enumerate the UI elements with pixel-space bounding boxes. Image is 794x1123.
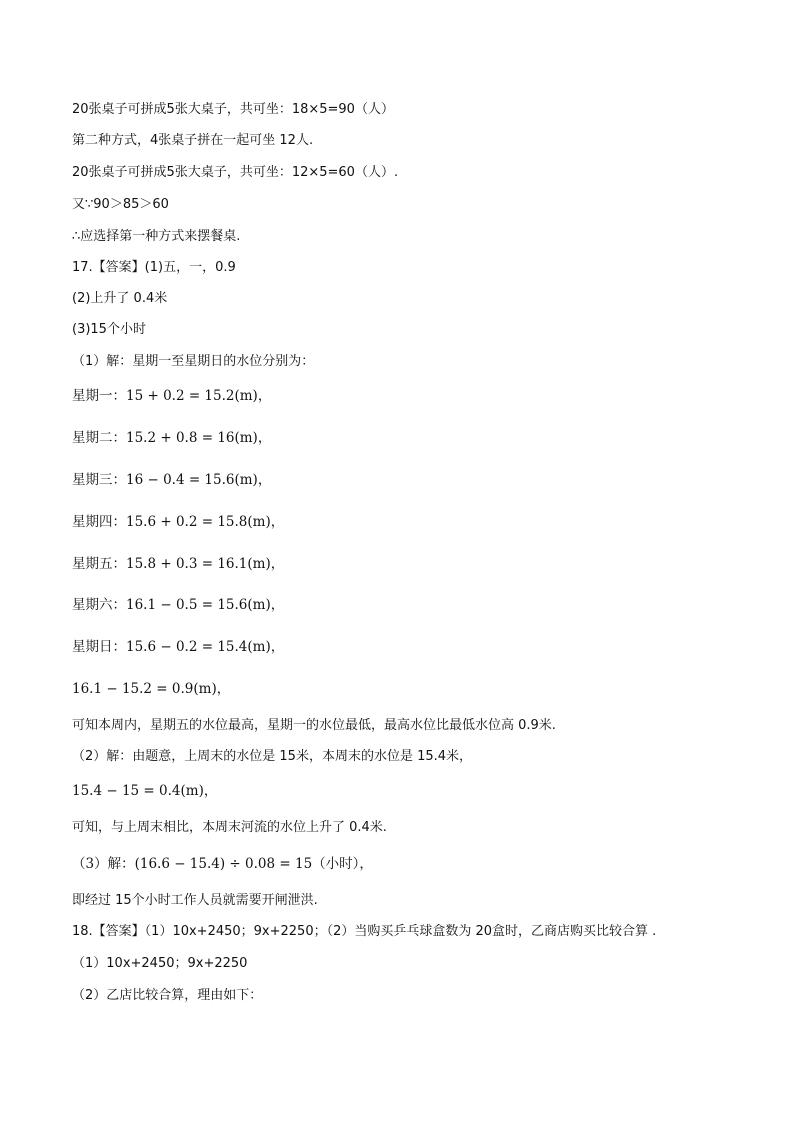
solution-18-part2-intro: （2）乙店比较合算，理由如下： xyxy=(72,988,263,1003)
solution-line-16-conclusion: ∴应选择第一种方式来摆餐桌. xyxy=(72,229,241,244)
water-level-saturday: 星期六：16.1 − 0.5 = 15.6(m)， xyxy=(72,597,285,613)
solution-18-part1: （1）10x+2450；9x+2250 xyxy=(72,956,248,971)
solution-17-part3-conclusion: 即经过 15个小时工作人员就需要开闸泄洪. xyxy=(72,893,318,908)
solution-17-part3-calc: （3）解：(16.6 − 15.4) ÷ 0.08 = 15（小时）， xyxy=(72,856,373,872)
solution-line-16d: 又∵90＞85＞60 xyxy=(72,197,169,212)
water-level-monday: 星期一：15 + 0.2 = 15.2(m)， xyxy=(72,388,272,404)
water-level-thursday: 星期四：15.6 + 0.2 = 15.8(m)， xyxy=(72,514,285,530)
solution-17-part2-intro: （2）解：由题意，上周末的水位是 15米，本周末的水位是 15.4米， xyxy=(72,749,473,764)
solution-17-part2-conclusion: 可知，与上周末相比，本周末河流的水位上升了 0.4米. xyxy=(72,820,387,835)
question-17-answer-part2: (2)上升了 0.4米 xyxy=(72,291,168,306)
solution-17-part2-calc: 15.4 − 15 = 0.4(m)， xyxy=(72,783,218,799)
water-level-tuesday: 星期二：15.2 + 0.8 = 16(m)， xyxy=(72,430,272,446)
water-level-wednesday: 星期三：16 − 0.4 = 15.6(m)， xyxy=(72,472,272,488)
water-level-sunday: 星期日：15.6 − 0.2 = 15.4(m)， xyxy=(72,639,285,655)
solution-line-16c: 20张桌子可拼成5张大桌子，共可坐：12×5=60（人）. xyxy=(72,165,399,180)
question-17-answer: 17.【答案】(1)五，一，0.9 xyxy=(72,260,236,275)
solution-17-part1-conclusion: 可知本周内，星期五的水位最高，星期一的水位最低，最高水位比最低水位高 0.9米. xyxy=(72,718,556,733)
question-17-answer-part3: (3)15个小时 xyxy=(72,322,146,337)
question-18-answer: 18.【答案】（1）10x+2450；9x+2250；（2）当购买乒乓球盒数为 20盒时，乙商店购买比较合算 . xyxy=(72,924,657,939)
water-level-friday: 星期五：15.8 + 0.3 = 16.1(m)， xyxy=(72,556,285,572)
water-level-difference: 16.1 − 15.2 = 0.9(m)， xyxy=(72,681,231,697)
solution-line-16a: 20张桌子可拼成5张大桌子，共可坐：18×5=90（人） xyxy=(72,102,394,117)
solution-17-intro: （1）解：星期一至星期日的水位分别为： xyxy=(72,354,315,369)
solution-line-16b: 第二种方式，4张桌子拼在一起可坐 12人. xyxy=(72,133,314,148)
